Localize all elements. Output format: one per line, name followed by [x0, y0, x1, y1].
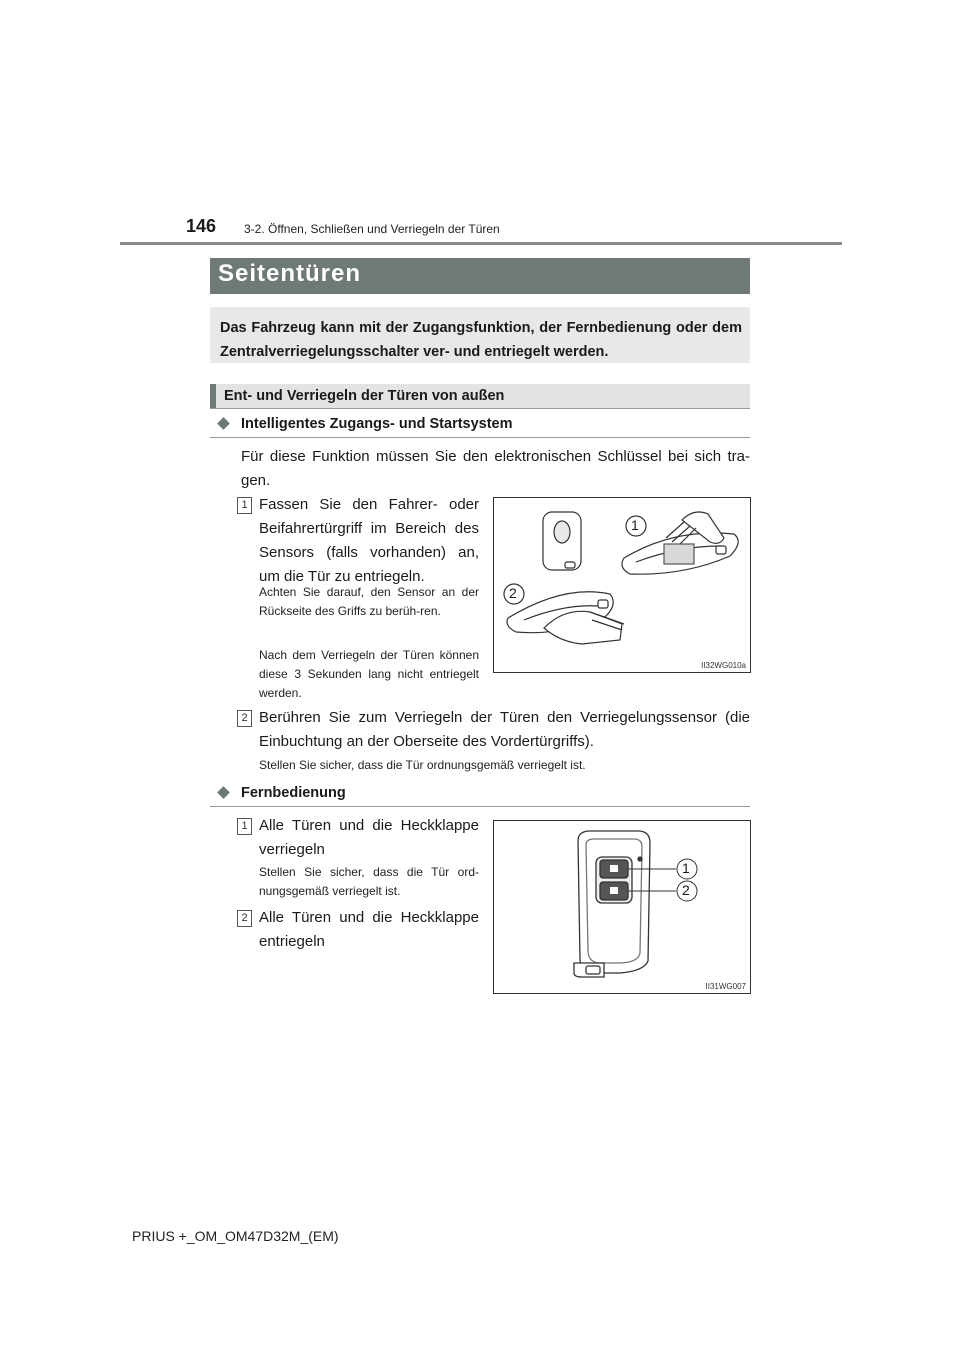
callout-label: 1	[631, 517, 639, 533]
step-text: Alle Türen und die Heckklappe entriegeln	[259, 909, 479, 950]
door-handle-illustration	[493, 497, 751, 673]
step-text: Alle Türen und die Heckklappe verriegeln	[259, 817, 479, 858]
step-text: Fassen Sie den Fahrer- oder Beifahrertürgriff im Bereich des Sensors (falls vorhanden) an, um die Tür zu entriegeln.	[259, 496, 479, 585]
page-number: 146	[186, 216, 217, 236]
subheading-smart-system	[210, 413, 750, 438]
step-number-badge: 1	[237, 497, 252, 514]
step-note: Nach dem Verriegeln der Türen können diese 3 Sekunden lang nicht entriegelt werden.	[259, 648, 479, 700]
chapter-title: 3-2. Öffnen, Schließen und Verriegeln der Türen	[244, 222, 500, 236]
intro-box	[210, 307, 750, 363]
smart-key-icon	[543, 512, 581, 570]
remote-key-drawing	[494, 821, 750, 993]
remote-key-icon	[574, 831, 650, 977]
callout-label: 2	[509, 585, 517, 601]
intro-text: Das Fahrzeug kann mit der Zugangsfunktion, der Fernbedienung oder dem Zentralverriegelungsschalter ver- und entriegelt werden.	[220, 320, 742, 360]
callout-label: 2	[682, 882, 690, 898]
figure-code: II31WG007	[705, 982, 746, 991]
step-number-badge: 1	[237, 818, 252, 835]
step-note: Stellen Sie sicher, dass die Tür ordnungsgemäß verriegelt ist.	[259, 758, 586, 772]
section-heading-bar	[210, 384, 750, 409]
callout-label: 1	[682, 860, 690, 876]
step-note: Achten Sie darauf, den Sensor an der Rückseite des Griffs zu berüh-ren.	[259, 585, 479, 618]
figure-code: II32WG010a	[701, 661, 746, 670]
subheading-remote	[210, 782, 750, 807]
page-title: Seitentüren	[218, 260, 362, 287]
subheading-text: Fernbedienung	[241, 785, 346, 801]
subheading-text: Intelligentes Zugangs- und Startsystem	[241, 416, 513, 432]
header-rule	[120, 242, 842, 245]
smart-system-description: Für diese Funktion müssen Sie den elektronischen Schlüssel bei sich tra-gen.	[241, 448, 750, 489]
diamond-bullet-icon	[217, 417, 230, 430]
section-accent	[210, 384, 216, 408]
lower-door-handle	[507, 592, 624, 644]
remote-key-illustration	[493, 820, 751, 994]
diamond-bullet-icon	[217, 786, 230, 799]
footer-doc-id: PRIUS +_OM_OM47D32M_(EM)	[132, 1228, 339, 1244]
step-note: Stellen Sie sicher, dass die Tür ord-nungsgemäß verriegelt ist.	[259, 865, 479, 898]
section-heading: Ent- und Verriegeln der Türen von außen	[224, 388, 505, 404]
step-number-badge: 2	[237, 910, 252, 927]
step-number-badge: 2	[237, 710, 252, 727]
step-text: Berühren Sie zum Verriegeln der Türen den Verriegelungssensor (die Einbuchtung an der Oberseite des Vordertürgriffs).	[259, 709, 750, 750]
door-handle-drawing	[494, 498, 750, 672]
page-title-bar	[210, 258, 750, 294]
